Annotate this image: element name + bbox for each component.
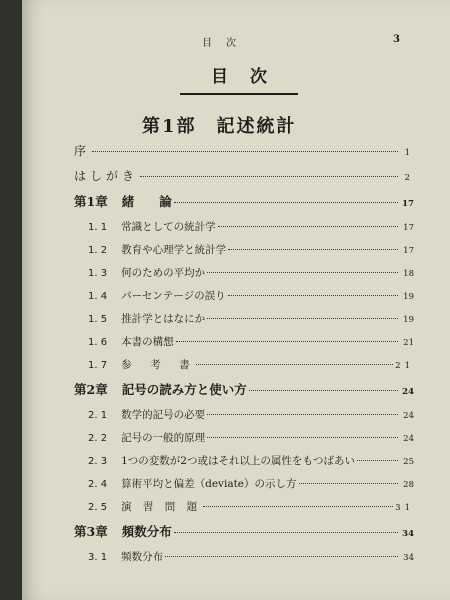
entry-number: 1. 6 <box>88 337 108 348</box>
entry-number: 第1章 <box>74 194 108 209</box>
entry-number: 第3章 <box>74 524 108 539</box>
dot-leader <box>140 176 398 177</box>
entry-title: 緒 論 <box>121 194 172 209</box>
toc-section-entry <box>74 453 414 476</box>
book-page <box>22 0 450 600</box>
dot-leader <box>299 483 398 484</box>
entry-page-number: 17 <box>403 223 414 233</box>
entry-title: 頻数分布 <box>121 551 164 563</box>
entry-page-number: 18 <box>403 269 414 279</box>
toc-section-entry <box>74 499 414 522</box>
entry-title: 演 習 問 題 <box>121 501 202 513</box>
toc-chapter-entry <box>74 522 414 549</box>
dot-leader <box>165 556 398 557</box>
entry-title: 1つの変数が2つ或はそれ以上の属性をもつばあい <box>121 455 355 467</box>
entry-page-number: 2 <box>404 173 414 183</box>
entry-page-number: 17 <box>403 246 414 256</box>
page-number: 3 <box>393 34 400 45</box>
entry-title: 本書の構想 <box>121 336 174 348</box>
entry-number: 1. 5 <box>88 314 108 325</box>
entry-page-number: 21 <box>403 338 414 348</box>
entry-number: 2. 4 <box>88 479 108 490</box>
entry-page-number: 1 <box>404 148 414 158</box>
toc-section-entry <box>74 549 414 572</box>
toc-section-entry <box>74 311 414 334</box>
dot-leader <box>176 341 398 342</box>
toc-section-entry <box>74 357 414 380</box>
entry-title: はしがき <box>74 169 139 183</box>
toc-heading: 目次 <box>180 62 298 95</box>
entry-number: 2. 3 <box>88 456 108 467</box>
entry-title: 常識としての統計学 <box>121 221 216 233</box>
entry-page-number: 24 <box>402 387 414 397</box>
entry-title: 参 考 書 <box>121 359 194 371</box>
entry-title: パーセンテージの誤り <box>121 290 226 302</box>
toc-section-entry <box>74 219 414 242</box>
entry-number: 2. 2 <box>88 433 108 444</box>
toc-section-entry <box>74 430 414 453</box>
entry-page-number: 34 <box>402 529 414 539</box>
dot-leader <box>218 226 398 227</box>
entry-number: 2. 5 <box>88 502 108 513</box>
entry-number: 第2章 <box>74 382 108 397</box>
running-head-title: 目 次 <box>202 38 238 49</box>
entry-page-number: 24 <box>403 434 414 444</box>
toc-chapter-entry <box>74 380 414 407</box>
entry-number: 1. 1 <box>88 222 108 233</box>
entry-page-number: 31 <box>395 503 414 513</box>
entry-page-number: 25 <box>403 457 414 467</box>
entry-page-number: 19 <box>403 292 414 302</box>
entry-number: 1. 4 <box>88 291 108 302</box>
part-title: 第1部 記述統計 <box>142 116 297 137</box>
toc-section-entry <box>74 265 414 288</box>
entry-title: 頻数分布 <box>121 524 172 539</box>
entry-title: 記号の一般的原理 <box>121 432 206 444</box>
entry-title: 推計学とはなにか <box>121 313 206 325</box>
toc-section-entry <box>74 242 414 265</box>
dot-leader <box>207 318 398 319</box>
entry-title: 算術平均と偏差（deviate）の示し方 <box>121 478 297 490</box>
toc-front-entry <box>74 167 414 192</box>
entry-page-number: 21 <box>395 361 414 371</box>
dot-leader <box>249 390 398 391</box>
toc-chapter-entry <box>74 192 414 219</box>
toc-section-entry <box>74 334 414 357</box>
entry-title: 何のための平均か <box>121 267 206 279</box>
dot-leader <box>228 295 398 296</box>
running-head <box>202 34 238 49</box>
entry-page-number: 19 <box>403 315 414 325</box>
entry-title: 教育や心理学と統計学 <box>121 244 227 256</box>
entry-title: 序 <box>74 144 91 158</box>
dot-leader <box>92 151 398 152</box>
toc-section-entry <box>74 288 414 311</box>
dot-leader <box>357 460 398 461</box>
dot-leader <box>228 249 398 250</box>
entry-number: 1. 3 <box>88 268 108 279</box>
entry-page-number: 28 <box>403 480 414 490</box>
dot-leader <box>207 437 398 438</box>
dot-leader <box>196 364 394 365</box>
entry-page-number: 24 <box>403 411 414 421</box>
dot-leader <box>203 506 393 507</box>
entry-title: 記号の読み方と使い方 <box>121 382 247 397</box>
toc-section-entry <box>74 407 414 430</box>
dot-leader <box>174 202 398 203</box>
dot-leader <box>207 414 398 415</box>
dot-leader <box>207 272 398 273</box>
entry-number: 1. 7 <box>88 360 108 371</box>
entry-page-number: 34 <box>403 553 414 563</box>
entry-number: 3. 1 <box>88 552 108 563</box>
toc-section-entry <box>74 476 414 499</box>
entry-number: 2. 1 <box>88 410 108 421</box>
entry-number: 1. 2 <box>88 245 108 256</box>
toc-front-entry <box>74 142 414 167</box>
entry-title: 数学的記号の必要 <box>121 409 206 421</box>
table-of-contents <box>74 142 414 572</box>
entry-page-number: 17 <box>402 199 414 209</box>
dot-leader <box>174 532 398 533</box>
